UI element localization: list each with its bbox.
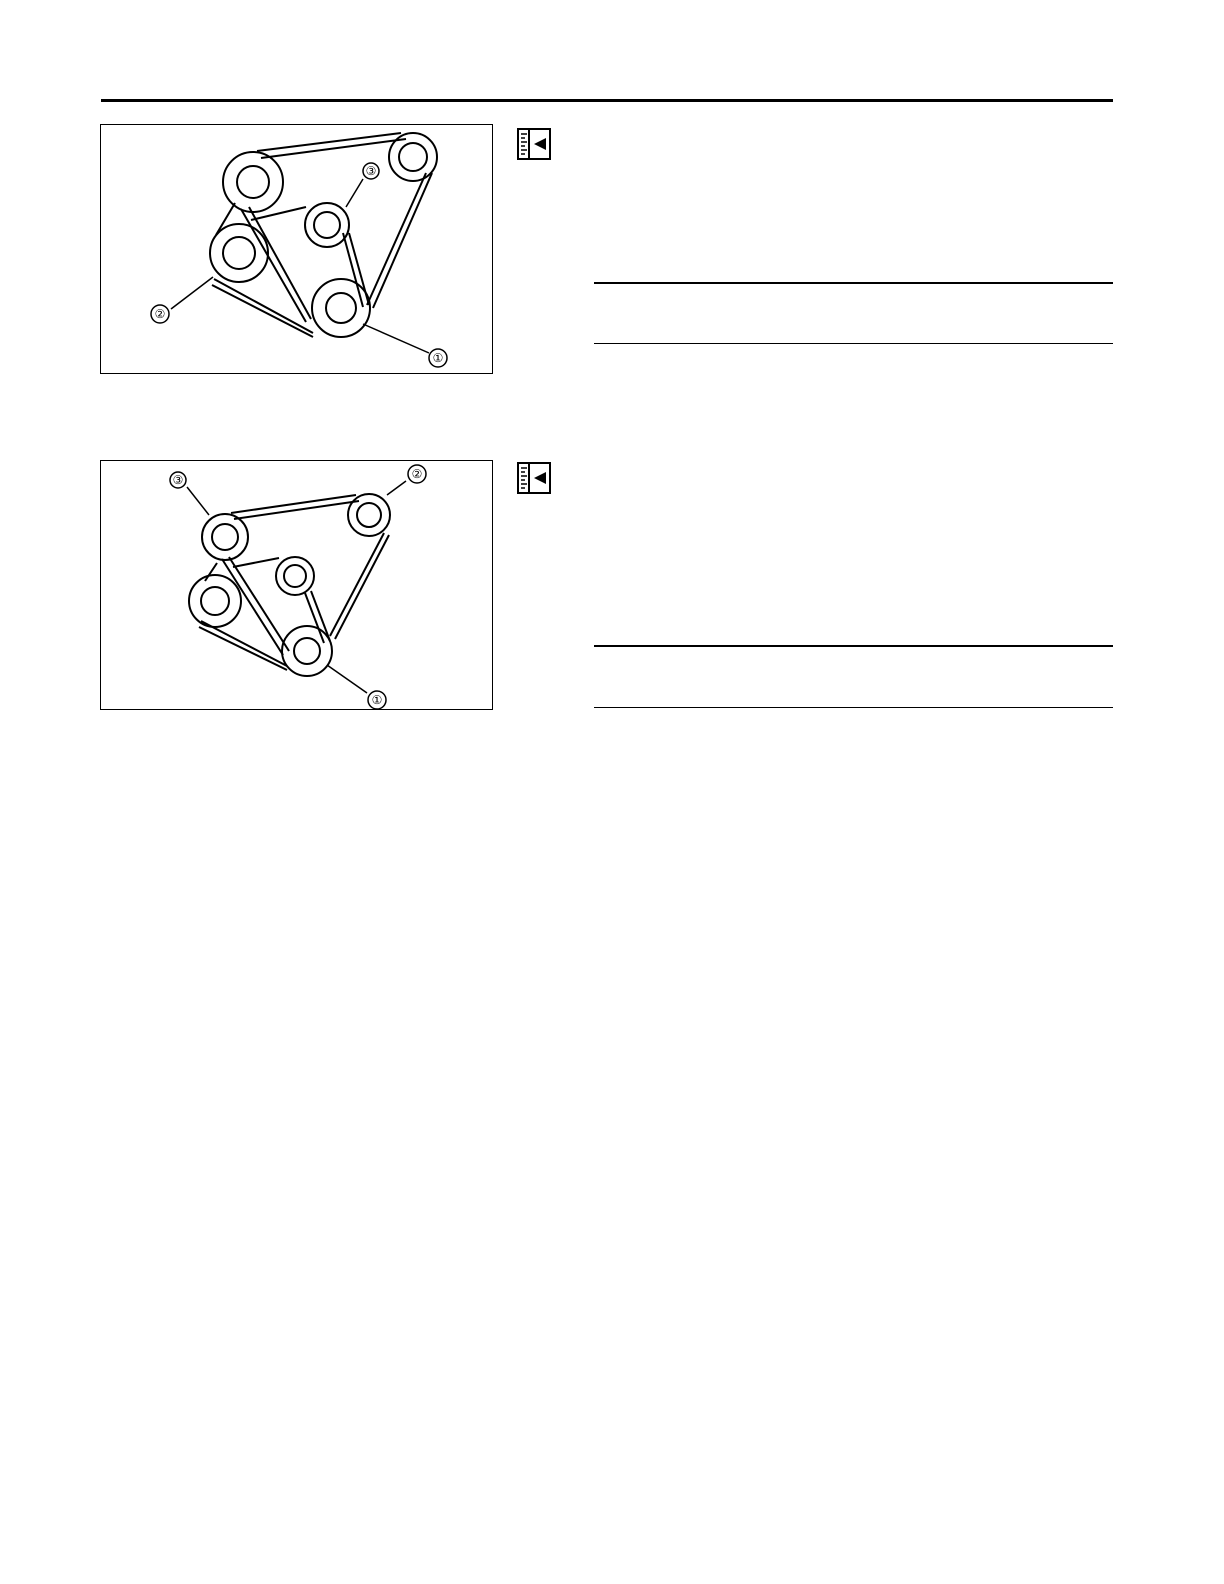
table-rule-top — [594, 645, 1113, 647]
belt-diagram-2 — [101, 461, 494, 711]
callout-2: ② — [411, 467, 423, 481]
belt-diagram-1 — [101, 125, 494, 375]
header-rule — [101, 99, 1113, 102]
tension-gauge-icon — [517, 462, 551, 494]
spec-table-1 — [594, 282, 1113, 346]
callout-1: ① — [432, 351, 444, 365]
table-rule-bottom — [594, 343, 1113, 344]
spec-table-2 — [594, 645, 1113, 709]
table-rule-bottom — [594, 707, 1113, 708]
belt-routing-figure-1 — [100, 124, 493, 374]
callout-3: ③ — [365, 164, 377, 178]
tension-gauge-icon — [517, 128, 551, 160]
callout-2: ② — [154, 307, 166, 321]
callout-1: ① — [371, 693, 383, 707]
belt-routing-figure-2 — [100, 460, 493, 710]
callout-3: ③ — [172, 473, 184, 487]
table-rule-top — [594, 282, 1113, 284]
